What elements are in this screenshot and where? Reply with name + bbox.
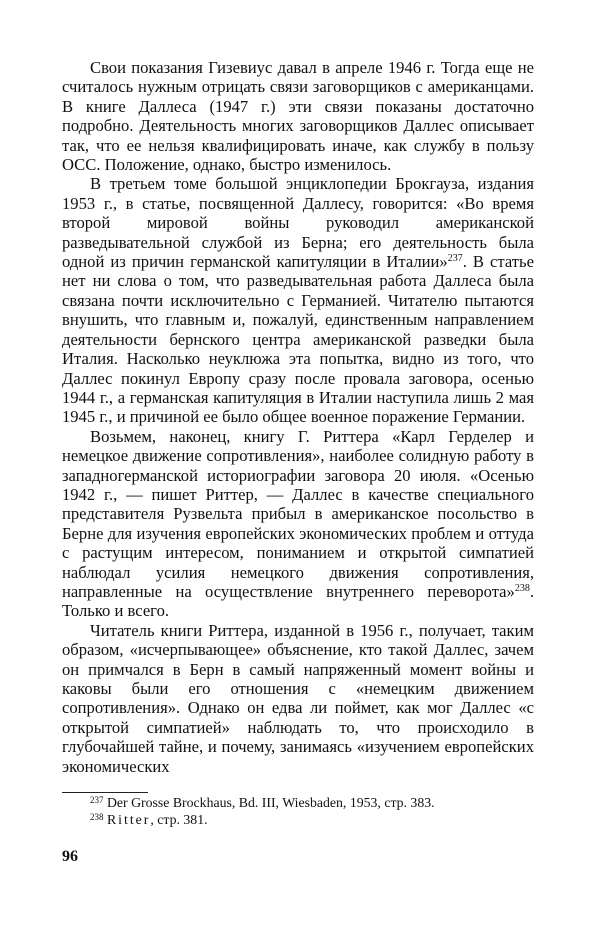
paragraph-3 <box>62 427 534 621</box>
paragraph-3-text-after: . Только и всего. <box>62 581 534 621</box>
footnote-ref-238[interactable]: 238 <box>514 582 530 594</box>
footnote-237 <box>62 794 534 811</box>
footnote-238-author: Ritter <box>106 812 151 827</box>
paragraph-2-text-before: В третьем томе большой энциклопедии Брокгауза, издания 1953 г., в статье, посвященной Даллесу, говорится: «Во время второй мировой войны руководил американской разведывательной службой из Берна; его деятельность была одной из причин германской капитуляции в Италии» <box>62 174 534 272</box>
footnote-238-number: 238 <box>90 812 104 822</box>
paragraph-2 <box>62 174 534 426</box>
paragraph-2-text-after: . В статье нет ни слова о том, что разведывательная работа Даллеса была связана почти исключительно с Германией. Читателю пытаются внушить, что главным и, пожалуй, единственным направлением деятельности бернского центра американской разведки была Италия. Насколько неуклюжа эта попытка, видно из того, что Даллес покинул Европу сразу после провала заговора, осенью 1944 г., а германская капитуляция в Италии наступила лишь 2 мая 1945 г., и причиной ее было общее военное поражение Германии. <box>62 252 534 427</box>
footnotes <box>62 794 534 828</box>
footnote-237-number: 237 <box>90 795 104 805</box>
paragraph-1: Свои показания Гизевиус давал в апреле 1946 г. Тогда еще не считалось нужным отрицать связи заговорщиков с американцами. В книге Даллеса (1947 г.) эти связи показаны достаточно подробно. Деятельность многих заговорщиков Даллес описывает так, что ее нельзя квалифицировать иначе, как службу в пользу ОСС. Положение, однако, быстро изменилось. <box>62 58 534 175</box>
paragraph-4: Читатель книги Риттера, изданной в 1956 г., получает, таким образом, «исчерпывающее» объяснение, кто такой Даллес, зачем он примчался в Берн в самый напряженный момент войны и каковы были его отношения с «немецким движением сопротивления». Однако он едва ли поймет, как мог Даллес «с открытой симпатией» наблюдать то, что происходило в глубочайшей тайне, и почему, занимаясь «изучением европейских экономических <box>62 620 534 776</box>
footnote-237-text: Der Grosse Brockhaus, Bd. III, Wiesbaden, 1953, стр. 383. <box>106 795 435 810</box>
paragraph-3-text-before: Возьмем, наконец, книгу Г. Риттера «Карл Герделер и немецкое движение сопротивления», наиболее солидную работу в западногерманской историографии заговора 20 июля. «Осенью 1942 г., — пишет Риттер, — Даллес в качестве специального представителя Рузвельта прибыл в американское посольство в Берне для изучения европейских экономических проблем и оттуда с растущим интересом, пониманием и открытой симпатией наблюдал усилия немецкого движения сопротивления, направленные на осуществление внутреннего переворота» <box>62 426 534 601</box>
footnote-ref-237[interactable]: 237 <box>447 253 463 265</box>
page-body <box>62 58 534 776</box>
footnote-238 <box>62 811 534 828</box>
footnote-divider <box>62 792 148 793</box>
page-number: 96 <box>62 848 78 865</box>
footnote-238-text: , стр. 381. <box>150 812 208 827</box>
